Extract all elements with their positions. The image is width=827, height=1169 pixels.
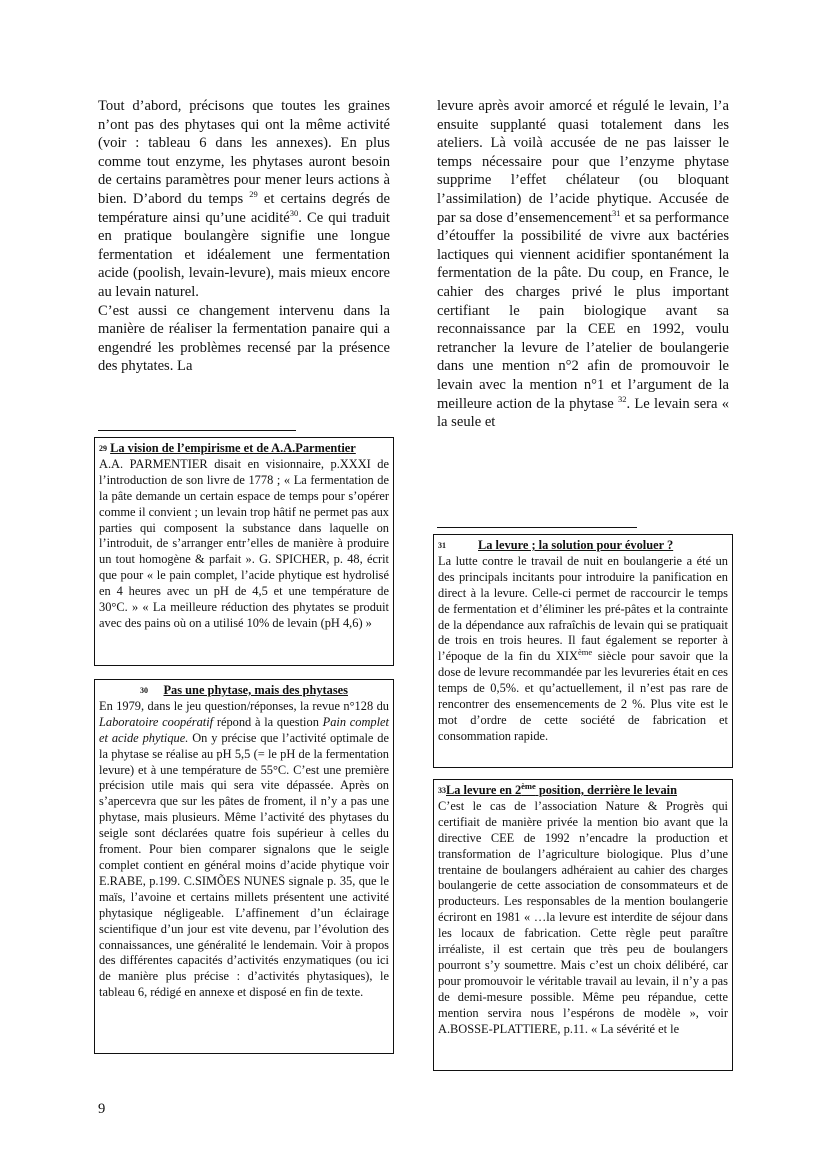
- footnote-31-body: La lutte contre le travail de nuit en boulangerie a été un des principals incitants pour introduire la panification en direct à la levure. Celle-ci permet de raccourcir le temps de fermentation et d’éliminer les pré-pâtes et la contrainte de la dépendance aux rafraîchis de levain qui se pratiquait de trois en trois heures. Il faut également se reporter à l’époque de la fin du XIXème siècle pour savoir que la dose de levure recommandée par les levureries était en ces temps de 0,5%. et qu’actuellement, il n’est pas rare de rencontrer des ensemencements de 2 %. Plus vite est le mot d’ordre de cette société de fabrication et consommation rapide.: [438, 553, 729, 743]
- footnote-33-body: C’est le cas de l’association Nature & Progrès qui certifiait de manière privée la mention bio avant que la directive CEE de 1992 n’encadre la production et transformation de l’agriculture biologique. Plus d’une trentaine de boulangers adhéraient au cahier des charges boulangerie de cette association de consommateurs et de producteurs. Les responsables de la mention boulangerie écriront en 1981 « …la levure est interdite de séjour dans les locaux de fabrication. Cette règle peut paraître irréaliste, il est certain que très peu de boulangers pourront s’y soumettre. Mais c’est un choix délibéré, car pour promouvoir le véritable travail au levain, il n’y a pas de demi-mesure possible. Même peu répandue, cette mention servira nous l’espérons de modèle », voir A.BOSSE-PLATTIERE, p.11. « La sévérité et le: [438, 798, 728, 1036]
- journal-title: Laboratoire coopératif: [99, 714, 214, 729]
- footnote-ref-29[interactable]: 29: [249, 189, 258, 200]
- footnote-30-heading: [99, 683, 389, 699]
- footnote-box-30: [94, 679, 394, 1054]
- footnote-29-heading: [99, 441, 389, 457]
- question-title: Pain complet et acide phytique.: [99, 714, 390, 745]
- footnote-box-33: [433, 779, 733, 1071]
- left-text-column: [98, 97, 390, 376]
- footnote-ref-31[interactable]: 31: [611, 207, 621, 218]
- footnote-number: 30: [139, 686, 148, 695]
- footnote-30-body: En 1979, dans le jeu question/réponses, la revue n°128 du Laboratoire coopératif répond à la question Pain complet et acide phytique. On y précise que l’activité optimale de la phytase se réalise au pH 5,5 (= le pH de la fermentation levure) et à une température de 55°C. C’est une première précision utile mais qui sera vite dépassée. Après on s’apercevra que sur les pâtes de froment, il n’y a pas une phytase, mais plusieurs. Même l’activité des phytases du seigle sont déclarées quatre fois supérieur à celles du froment. Pour bien comparer signalons que le seigle complet contient en général moins d’acide phytique voir E.RABE, p.199. C.SIMÕES NUNES signale p. 35, que le maïs, l’avoine et certains millets présentent une activité phytasique négligeable. L’affinement d’un éclairage scientifique d’un jour est vite devenu, par l’évolution des connaissances, une généralité le lendemain. Voir à propos des différentes capacités d’activités enzymatiques (ou ici de manière plus précise : d’activités phytasiques), le tableau 6, rédigé en annexe et disposé en fin de texte.: [99, 698, 390, 1000]
- footnote-31-heading: [438, 538, 728, 554]
- footnote-ref-30[interactable]: 30: [289, 207, 299, 218]
- footnote-title: Pas une phytase, mais des phytases: [163, 683, 348, 697]
- footnote-box-29: [94, 437, 394, 666]
- footnote-ref-32[interactable]: 32: [617, 393, 627, 404]
- footnote-33-heading: [438, 780, 728, 799]
- page-number: 9: [98, 1101, 106, 1117]
- footnote-title: La levure ; la solution pour évoluer ?: [478, 538, 674, 552]
- footnote-title: La vision de l’empirisme et de A.A.Parmentier: [110, 441, 356, 455]
- right-paragraph: levure après avoir amorcé et régulé le levain, l’a ensuite supplanté quasi totalement dans les ateliers. Là voilà accusée de ne pas laisser le temps nécessaire pour que l’enzyme phytase supprime l’effet chélateur (ou bloquant l’assimilation) de l’acide phytique. Accusée de par sa dose d’ensemencement$^{31}$ et sa performance d’étouffer la possibilité de vivre aux bactéries lactiques qui viennent acidifier spontanément la fermentation de la pâte. Du coup, en France, le cahier des charges privé le plus important certifiant le pain biologique avant sa reconnaissance par la CEE en 1992, voulu retrancher la levure de l’atelier de boulangerie dans une mention n°2 afin de promouvoir le levain avec la mention n°1 et l’argument de la meilleure action de la phytase $^{32}$. Le levain sera « la seule et: [437, 98, 730, 431]
- left-paragraph-2: C’est aussi ce changement intervenu dans la manière de réaliser la fermentation panaire qui a engendré les problèmes recensé par la présence des phytates. La: [98, 302, 390, 375]
- footnote-separator-right: [437, 527, 637, 528]
- footnote-box-31: [433, 534, 733, 768]
- footnote-number: 33: [438, 786, 446, 795]
- footnote-number: 31: [438, 541, 446, 550]
- left-paragraph-1: Tout d’abord, précisons que toutes les graines n’ont pas des phytases qui ont la même activité (voir : tableau 6 dans les annexes). En plus comme tout enzyme, les phytases auront besoin de certains paramètres pour mener leurs actions à bien. D’abord du temps $^{29}$ et certains degrés de température ainsi qu’une acidité$^{30}$. Ce qui traduit en pratique boulangère signifie une longue fermentation et idéalement une fermentation acide (poolish, levain-levure), mais mieux encore au levain naturel.: [98, 98, 390, 300]
- footnote-29-body: A.A. PARMENTIER disait en visionnaire, p.XXXI de l’introduction de son livre de 1778 ; « La fermentation de la pâte demande un certain espace de temps pour s’opérer comme il convient ; un levain trop hâtif ne permet pas aux parties qui composent la substance dans laquelle on l’introduit, de s’arranger entr’elles de manière à produire un tout homogène & parfait ». G. SPICHER, p. 48, écrit que pour « le pain complet, l’acide phytique est hydrolisé en 4 heures avec un pH de 4,5 et une température de 30°C. » « La meilleure réduction des phytates se produit avec des pains où on a utilisé 10% de levain (pH 4,6) »: [99, 456, 389, 630]
- footnote-title: La levure en 2ème position, derrière le levain: [446, 780, 678, 797]
- footnote-separator-left: [98, 430, 296, 431]
- right-text-column: [437, 97, 729, 432]
- footnote-number: 29: [99, 444, 107, 453]
